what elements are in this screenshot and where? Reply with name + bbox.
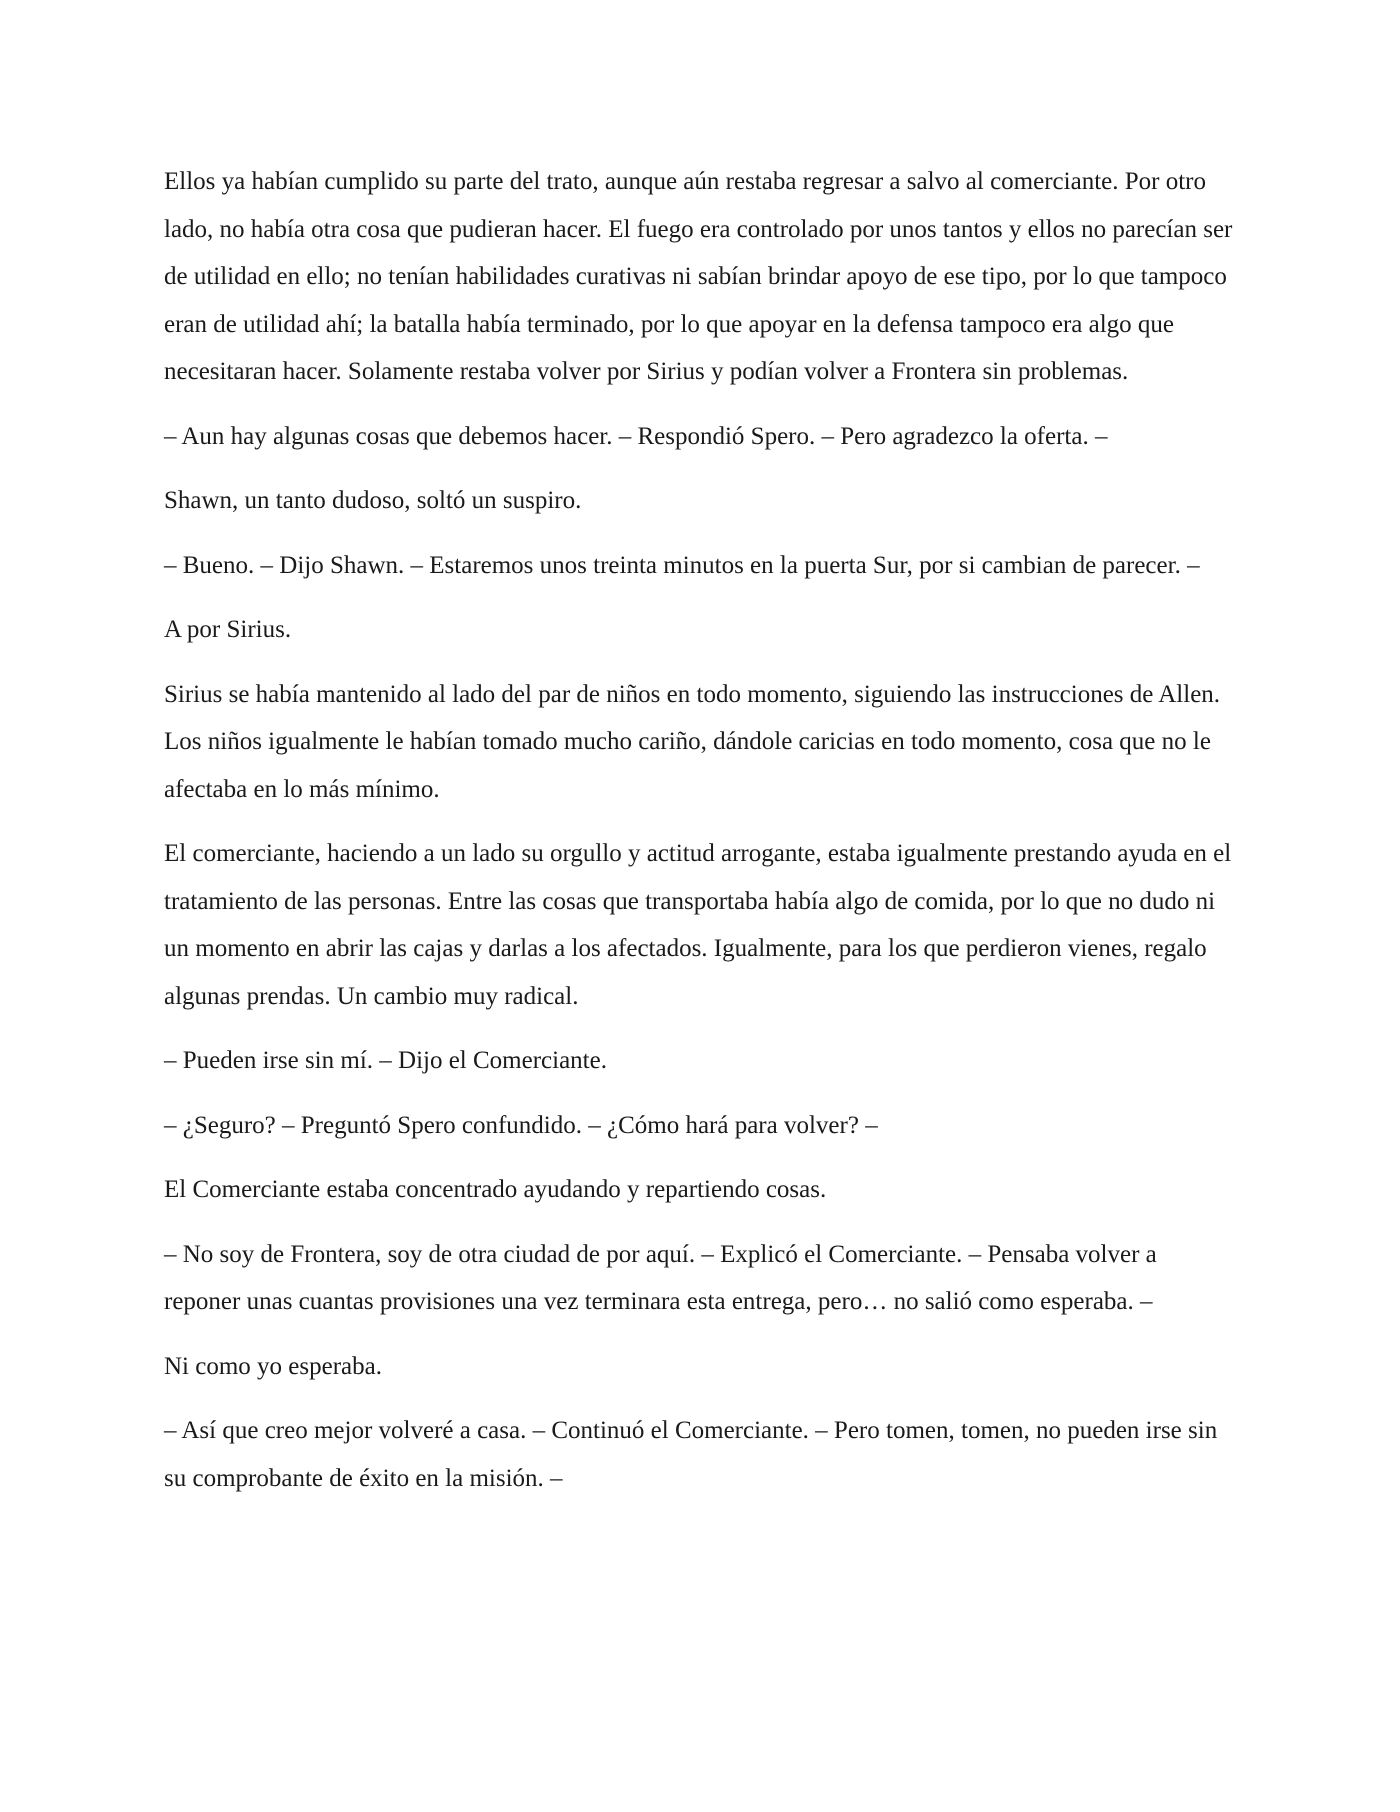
paragraph-10: El Comerciante estaba concentrado ayudando y repartiendo cosas. — [164, 1176, 827, 1203]
paragraph-3: Shawn, un tanto dudoso, soltó un suspiro. — [164, 487, 582, 514]
paragraph-4: – Bueno. – Dijo Shawn. – Estaremos unos treinta minutos en la puerta Sur, por si cambian de parecer. – — [164, 551, 1200, 579]
paragraph-1: Ellos ya habían cumplido su parte del trato, aunque aún restaba regresar a salvo al comerciante. Por otro lado, no había otra cosa que pudieran hacer. El fuego era controlado por unos tantos y ellos no parecían ser de utilidad en ello; no tenían habilidades curativas ni sabían brindar apoyo de ese tipo, por lo que tampoco eran de utilidad ahí; la batalla había terminado, por lo que apoyar en la defensa tampoco era algo que necesitaran hacer. Solamente restaba volver por Sirius y podían volver a Frontera sin problemas. — [164, 168, 1233, 385]
paragraph-11: – No soy de Frontera, soy de otra ciudad de por aquí. – Explicó el Comerciante. – Pensaba volver a reponer unas cuantas provisiones una vez terminara esta entrega, pero… no salió como esperaba. – — [164, 1240, 1157, 1315]
paragraph-9: – ¿Seguro? – Preguntó Spero confundido. – ¿Cómo hará para volver? – — [164, 1111, 878, 1139]
paragraph-7: El comerciante, haciendo a un lado su orgullo y actitud arrogante, estaba igualmente prestando ayuda en el tratamiento de las personas. Entre las cosas que transportaba había algo de comida, por lo que no dudo ni un momento en abrir las cajas y darlas a los afectados. Igualmente, para los que perdieron vienes, regalo algunas prendas. Un cambio muy radical. — [164, 840, 1232, 1010]
paragraph-13: – Así que creo mejor volveré a casa. – Continuó el Comerciante. – Pero tomen, tomen, no pueden irse sin su comprobante de éxito en la misión. – — [164, 1417, 1218, 1492]
paragraph-6: Sirius se había mantenido al lado del par de niños en todo momento, siguiendo las instrucciones de Allen. Los niños igualmente le habían tomado mucho cariño, dándole caricias en todo momento, cosa que no le afectaba en lo más mínimo. — [164, 680, 1221, 803]
document-body — [164, 158, 1239, 1519]
paragraph-8: – Pueden irse sin mí. – Dijo el Comerciante. — [164, 1047, 607, 1074]
paragraph-5: A por Sirius. — [164, 616, 292, 643]
paragraph-2: – Aun hay algunas cosas que debemos hacer. – Respondió Spero. – Pero agradezco la oferta. – — [164, 422, 1108, 450]
paragraph-12: Ni como yo esperaba. — [164, 1352, 382, 1380]
